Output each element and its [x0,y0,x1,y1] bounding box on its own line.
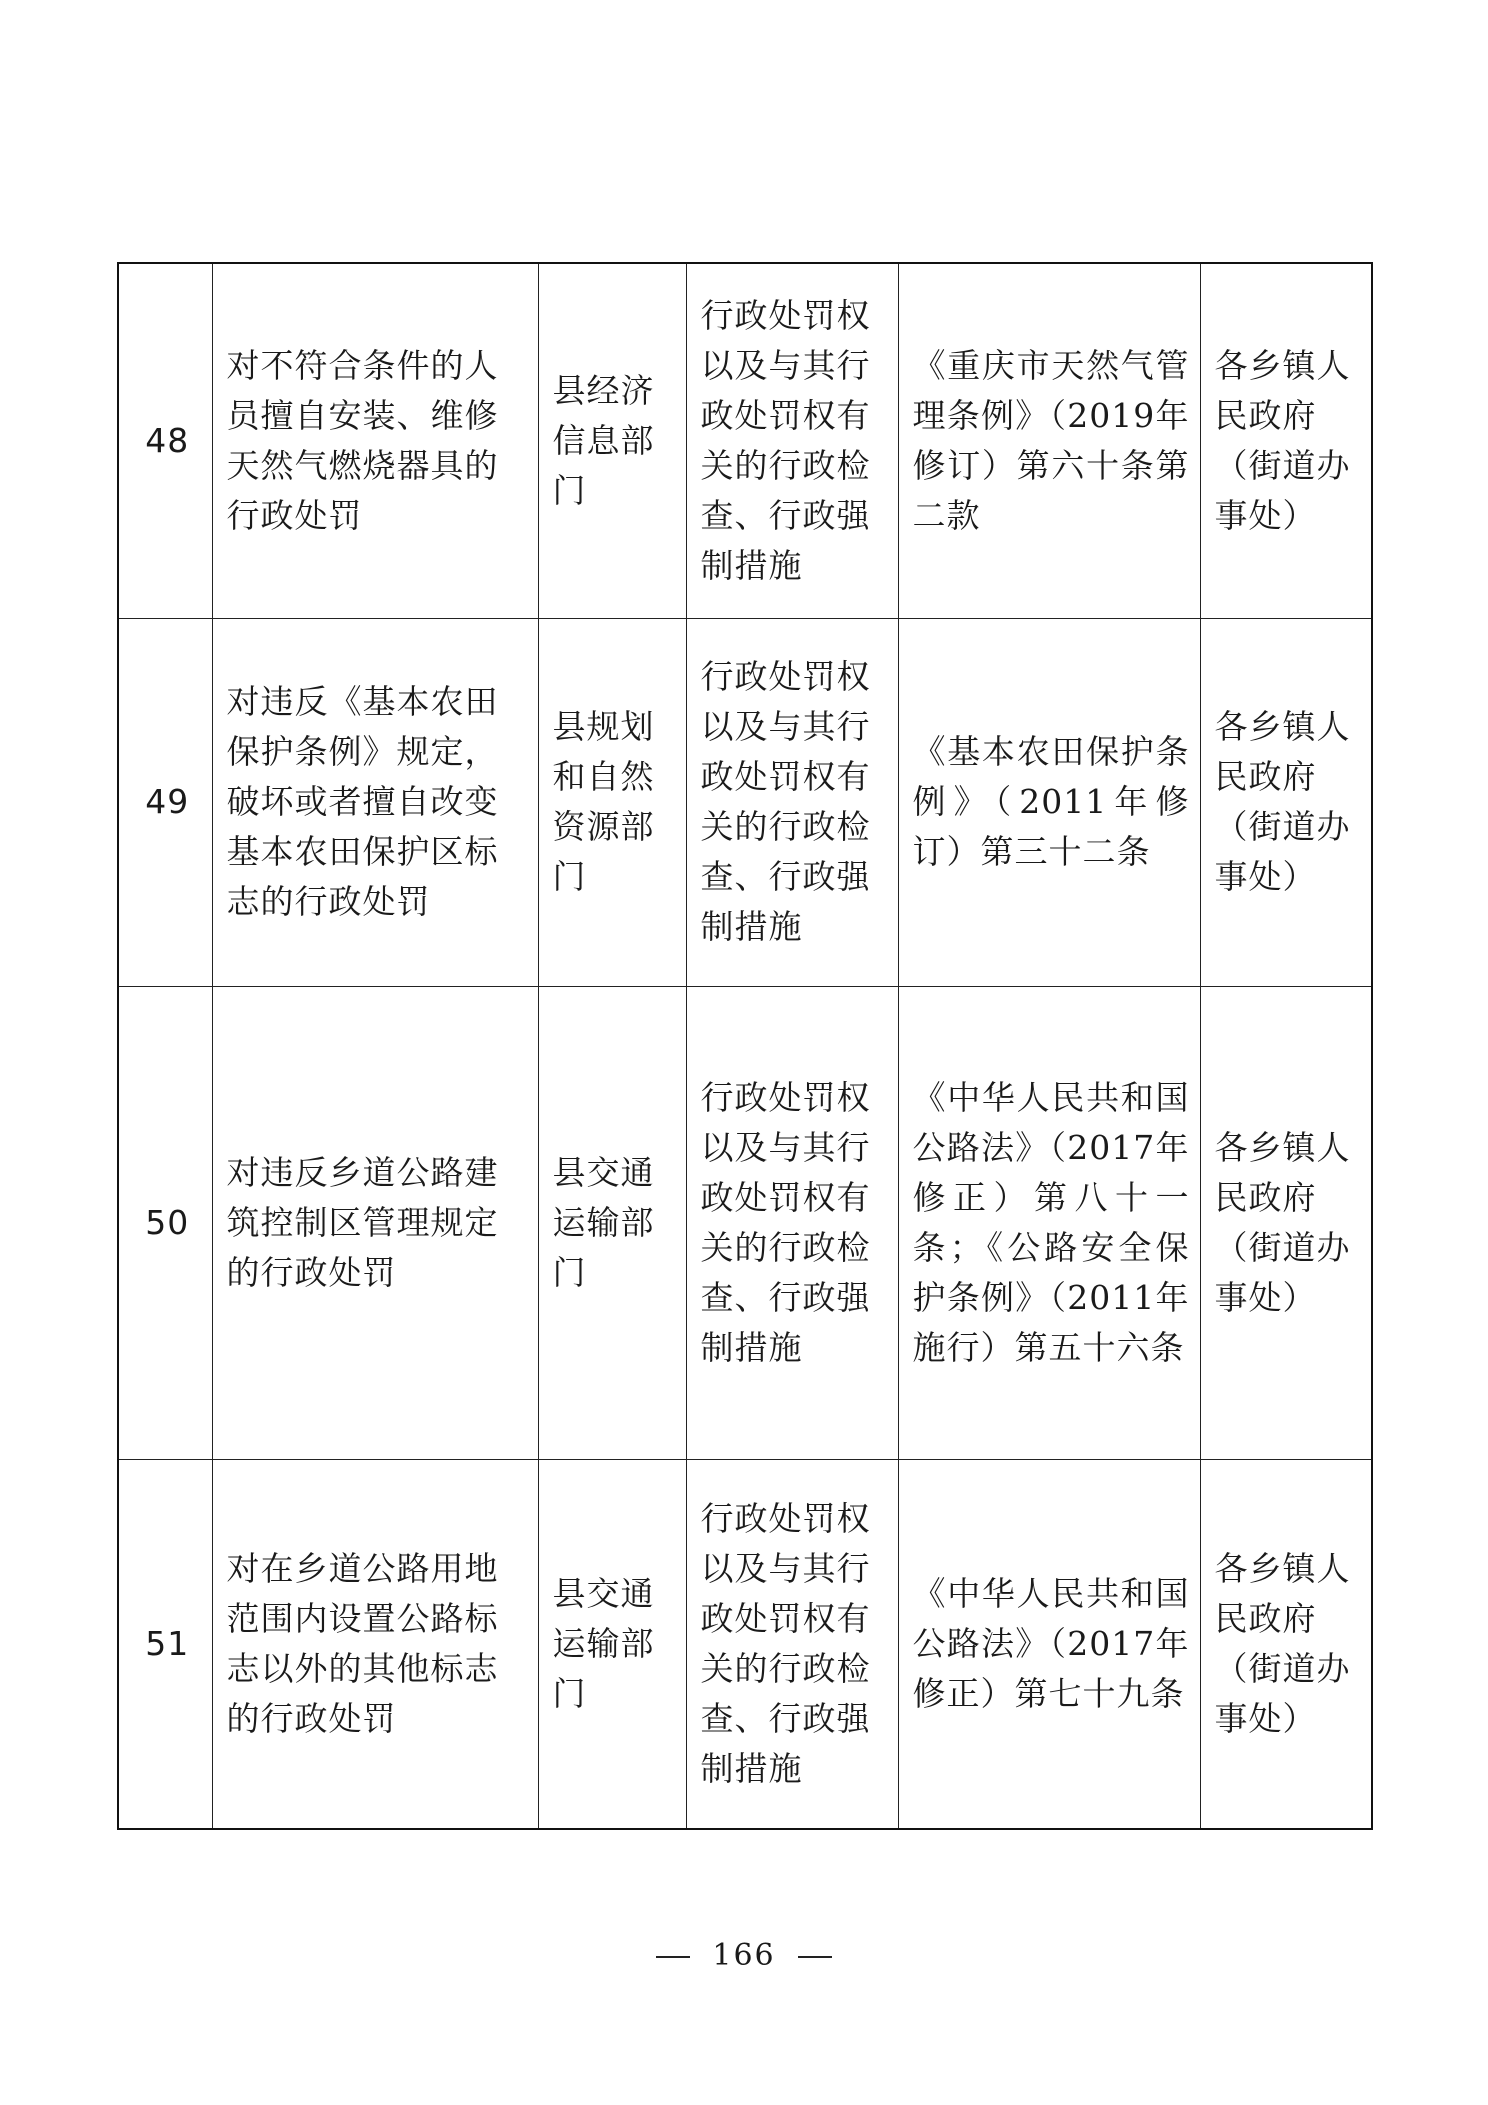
department-cell: 县交通运输部门 [538,986,686,1459]
legal-basis-cell: 《重庆市天然气管理条例》（2019年修订）第六十条第二款 [898,263,1200,618]
table-row [118,263,1372,618]
item-number: 48 [118,263,212,618]
authority-scope-cell: 行政处罚权以及与其行政处罚权有关的行政检查、行政强制措施 [686,618,898,986]
item-description: 对在乡道公路用地范围内设置公路标志以外的其他标志的行政处罚 [212,1459,538,1829]
right-dash [798,1956,832,1958]
item-description: 对违反乡道公路建筑控制区管理规定的行政处罚 [212,986,538,1459]
department-cell: 县规划和自然资源部门 [538,618,686,986]
legal-basis-cell: 《中华人民共和国公路法》（2017年修正）第七十九条 [898,1459,1200,1829]
table-row [118,618,1372,986]
legal-basis-cell: 《中华人民共和国公路法》（2017年修正）第八十一条；《公路安全保护条例》（2011年施行）第五十六条 [898,986,1200,1459]
item-number: 50 [118,986,212,1459]
department-cell: 县交通运输部门 [538,1459,686,1829]
item-number: 49 [118,618,212,986]
page-footer [0,1938,1488,1973]
executor-cell: 各乡镇人民政府（街道办事处） [1200,263,1372,618]
penalty-items-table [117,262,1373,1830]
department-cell: 县经济信息部门 [538,263,686,618]
executor-cell: 各乡镇人民政府（街道办事处） [1200,986,1372,1459]
legal-basis-cell: 《基本农田保护条例》（2011年修订）第三十二条 [898,618,1200,986]
executor-cell: 各乡镇人民政府（街道办事处） [1200,1459,1372,1829]
authority-scope-cell: 行政处罚权以及与其行政处罚权有关的行政检查、行政强制措施 [686,263,898,618]
table-row [118,1459,1372,1829]
item-description: 对不符合条件的人员擅自安装、维修天然气燃烧器具的行政处罚 [212,263,538,618]
page-number: 166 [712,1938,776,1973]
authority-scope-cell: 行政处罚权以及与其行政处罚权有关的行政检查、行政强制措施 [686,986,898,1459]
item-number: 51 [118,1459,212,1829]
authority-scope-cell: 行政处罚权以及与其行政处罚权有关的行政检查、行政强制措施 [686,1459,898,1829]
left-dash [656,1956,690,1958]
item-description: 对违反《基本农田保护条例》规定，破坏或者擅自改变基本农田保护区标志的行政处罚 [212,618,538,986]
executor-cell: 各乡镇人民政府（街道办事处） [1200,618,1372,986]
table-row [118,986,1372,1459]
